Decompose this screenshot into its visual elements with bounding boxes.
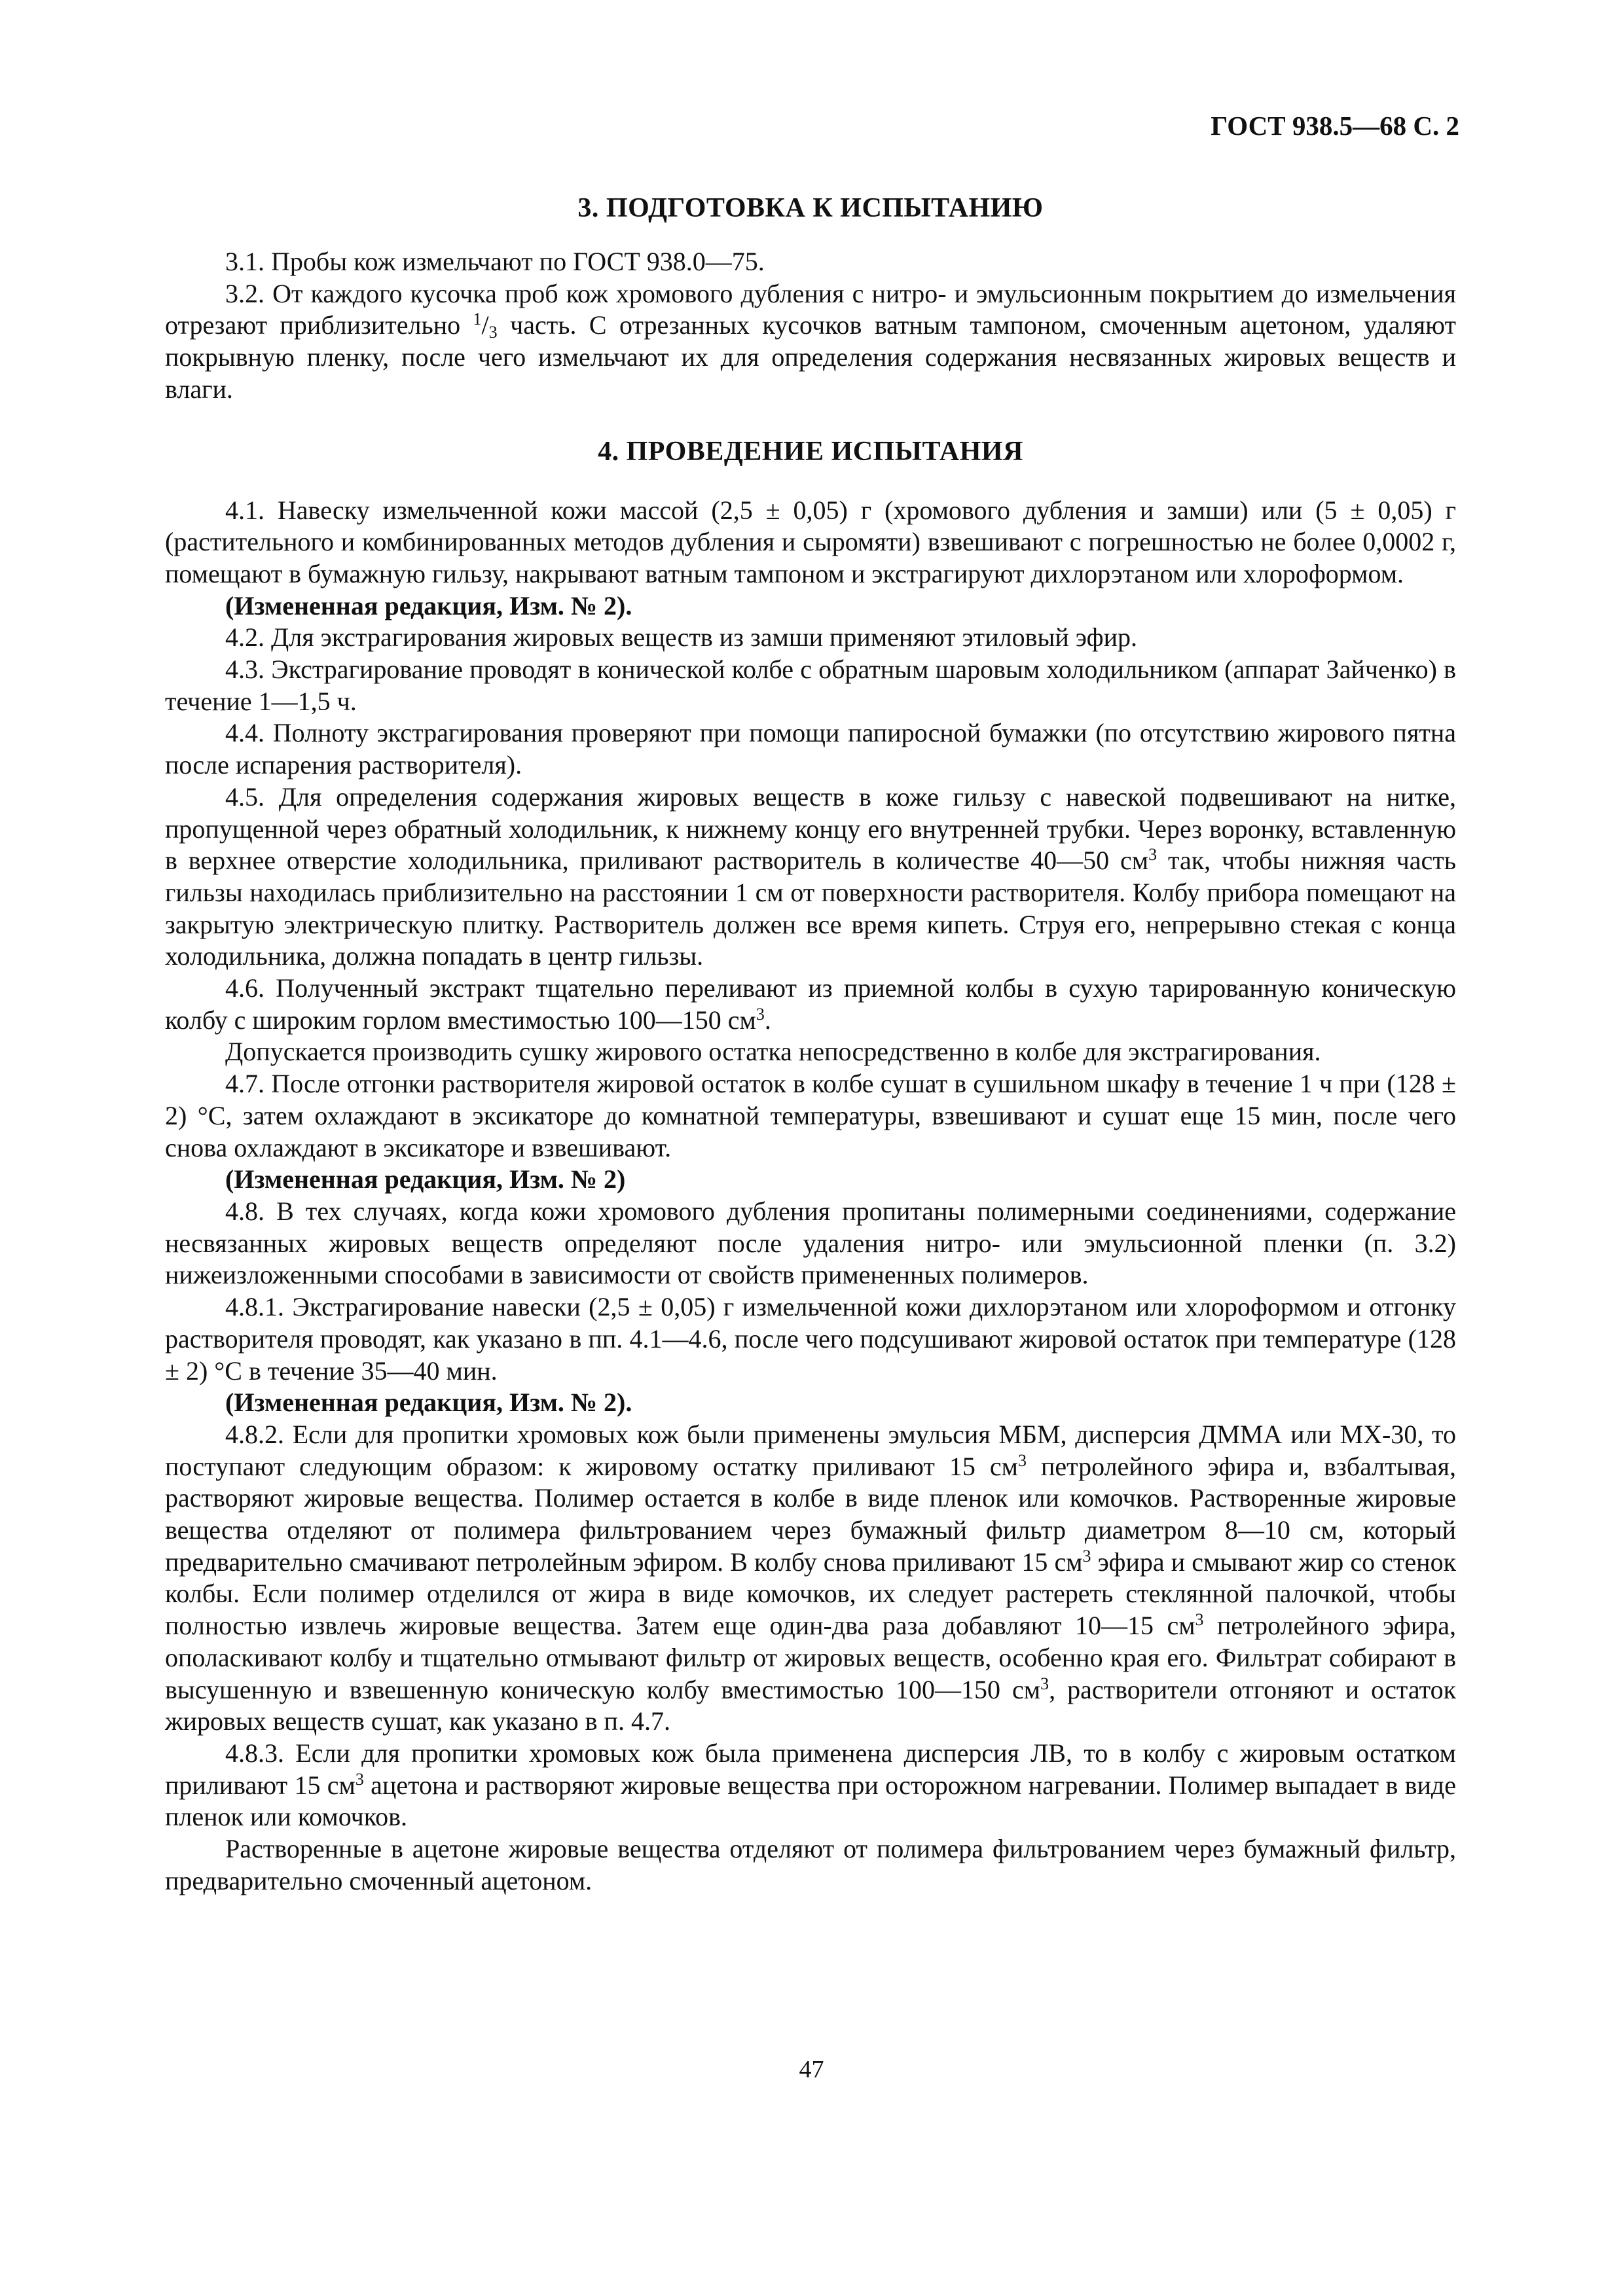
page-number: 47 — [799, 2056, 824, 2083]
revision-note-3: (Измененная редакция, Изм. № 2). — [225, 1388, 632, 1418]
paragraph-4-6-note: Допускается производить сушку жирового остатка непосредственно в колбе для экстрагирования. — [225, 1037, 1321, 1067]
superscript: 3 — [1082, 1546, 1091, 1566]
superscript: 3 — [1040, 1674, 1049, 1693]
paragraph-4-2: 4.2. Для экстрагирования жировых веществ из замши применяют этиловый эфир. — [225, 622, 1137, 653]
paragraph-4-1: 4.1. Навеску измельченной кожи массой (2,5 ± 0,05) г (хромового дубления и замши) или (5 ± 0,05) г (растительного и комбинированных методов дубления и сыромяти) взвешивают с погрешностью не более 0,0002 г, помещают в бумажную гильзу, накрывают ватным тампоном и экстрагируют дихлорэтаном или хлороформом. — [165, 495, 1456, 588]
revision-note-1: (Измененная редакция, Изм. № 2). — [225, 590, 632, 620]
paragraph-4-8-3-note: Растворенные в ацетоне жировые вещества отделяют от полимера фильтрованием через бумажный фильтр, предварительно смоченный ацетоном. — [165, 1834, 1456, 1895]
superscript: 3 — [756, 1004, 765, 1024]
paragraph-4-7: 4.7. После отгонки растворителя жировой остаток в колбе сушат в сушильном шкафу в течение 1 ч при (128 ± 2) °С, затем охлаждают в эксикаторе до комнатной температуры, взвешивают и сушат еще 15 мин, после чего снова охлаждают в эксикаторе и взвешивают. — [165, 1069, 1456, 1162]
section-3-title: 3. ПОДГОТОВКА К ИСПЫТАНИЮ — [577, 193, 1044, 223]
paragraph-4-8-3: 4.8.3. Если для пропитки хромовых кож была применена дисперсия ЛВ, то в колбу с жировым остатком приливают 15 $см^3$ ацетона и растворяют жировые вещества при осторожном нагревании. Полимер выпадает в виде пленок или комочков. — [165, 1738, 1456, 1832]
superscript: 3 — [1017, 1450, 1027, 1470]
paragraph-4-8-2: 4.8.2. Если для пропитки хромовых кож были применены эмульсия МБМ, дисперсия ДММА или МХ-30, то поступают следующим образом: к жировому остатку приливают 15 $см^3$ петролейного эфира и, взбалтывая, растворяют жировые вещества. Полимер остается в колбе в виде пленок или комочков. Растворенные жировые вещества отделяют от полимера фильтрованием через бумажный фильтр диаметром 8—10 см, который предварительно смачивают петролейным эфиром. В колбу снова приливают 15 $см^3$ эфира и смывают жир со стенок колбы. Если полимер отделился от жира в виде комочков, их следует растереть стеклянной палочкой, чтобы полностью извлечь жировые вещества. Затем еще один-два раза добавляют 10—15 $см^3$ петролейного эфира, ополаскивают колбу и тщательно отмывают фильтр от жировых веществ, особенно края его. Фильтрат собирают в высушенную и взвешенную коническую колбу вместимостью 100—150 $см^3$, растворители отгоняют и остаток жировых веществ сушат, как указано в п. 4.7. — [165, 1419, 1457, 1736]
paragraph-4-5: 4.5. Для определения содержания жировых веществ в коже гильзу с навеской подвешивают на нитке, пропущенной через обратный холодильник, к нижнему концу его внутренней трубки. Через воронку, вставленную в верхнее отверстие холодильника, приливают растворитель в количестве 40—50 $см^3$ так, чтобы нижняя часть гильзы находилась приблизительно на расстоянии 1 см от поверхности растворителя. Колбу прибора помещают на закрытую электрическую плитку. Растворитель должен все время кипеть. Струя его, непрерывно стекая с конца холодильника, должна попадать в центр гильзы. — [165, 781, 1457, 971]
paragraph-4-6: 4.6. Полученный экстракт тщательно переливают из приемной колбы в сухую тарированную коническую колбу с широким горлом вместимостью 100—150 $см^3$. — [165, 973, 1456, 1035]
superscript: 3 — [1195, 1610, 1204, 1630]
superscript: 3 — [1148, 845, 1158, 865]
page-header: ГОСТ 938.5—68 С. 2 — [1211, 111, 1459, 141]
superscript: 3 — [355, 1769, 364, 1789]
paragraph-3-1: 3.1. Пробы кож измельчают по ГОСТ 938.0—75. — [225, 247, 765, 276]
revision-note-2: (Измененная редакция, Изм. № 2) — [225, 1164, 626, 1194]
paragraph-4-8: 4.8. В тех случаях, когда кожи хромового дубления пропитаны полимерными соединениями, содержание несвязанных жировых веществ определяют после удаления нитро- или эмульсионной пленки (п. 3.2) нижеизложенными способами в зависимости от свойств примененных полимеров. — [165, 1196, 1456, 1290]
section-4-title: 4. ПРОВЕДЕНИЕ ИСПЫТАНИЯ — [598, 436, 1023, 467]
paragraph-4-4: 4.4. Полноту экстрагирования проверяют при помощи папиросной бумажки (по отсутствию жирового пятна после испарения растворителя). — [165, 718, 1456, 780]
fraction-one-third: $^1/_3$ — [473, 310, 498, 342]
document-body — [165, 190, 1456, 1897]
paragraph-4-8-1: 4.8.1. Экстрагирование навески (2,5 ± 0,05) г измельченной кожи дихлорэтаном или хлороформом и отгонку растворителя проводят, как указано в пп. 4.1—4.6, после чего подсушивают жировой остаток при температуре (128 ± 2) °С в течение 35—40 мин. — [165, 1292, 1456, 1386]
paragraph-4-3: 4.3. Экстрагирование проводят в конической колбе с обратным шаровым холодильником (аппарат Зайченко) в течение 1—1,5 ч. — [165, 655, 1456, 716]
paragraph-3-2: 3.2. От каждого кусочка проб кож хромового дубления с нитро- и эмульсионным покрытием до измельчения отрезают приблизительно $^1/_3$ часть. С отрезанных кусочков ватным тампоном, смоченным ацетоном, удаляют покрывную пленку, после чего измельчают их для определения содержания несвязанных жировых веществ и влаги. — [165, 278, 1456, 404]
